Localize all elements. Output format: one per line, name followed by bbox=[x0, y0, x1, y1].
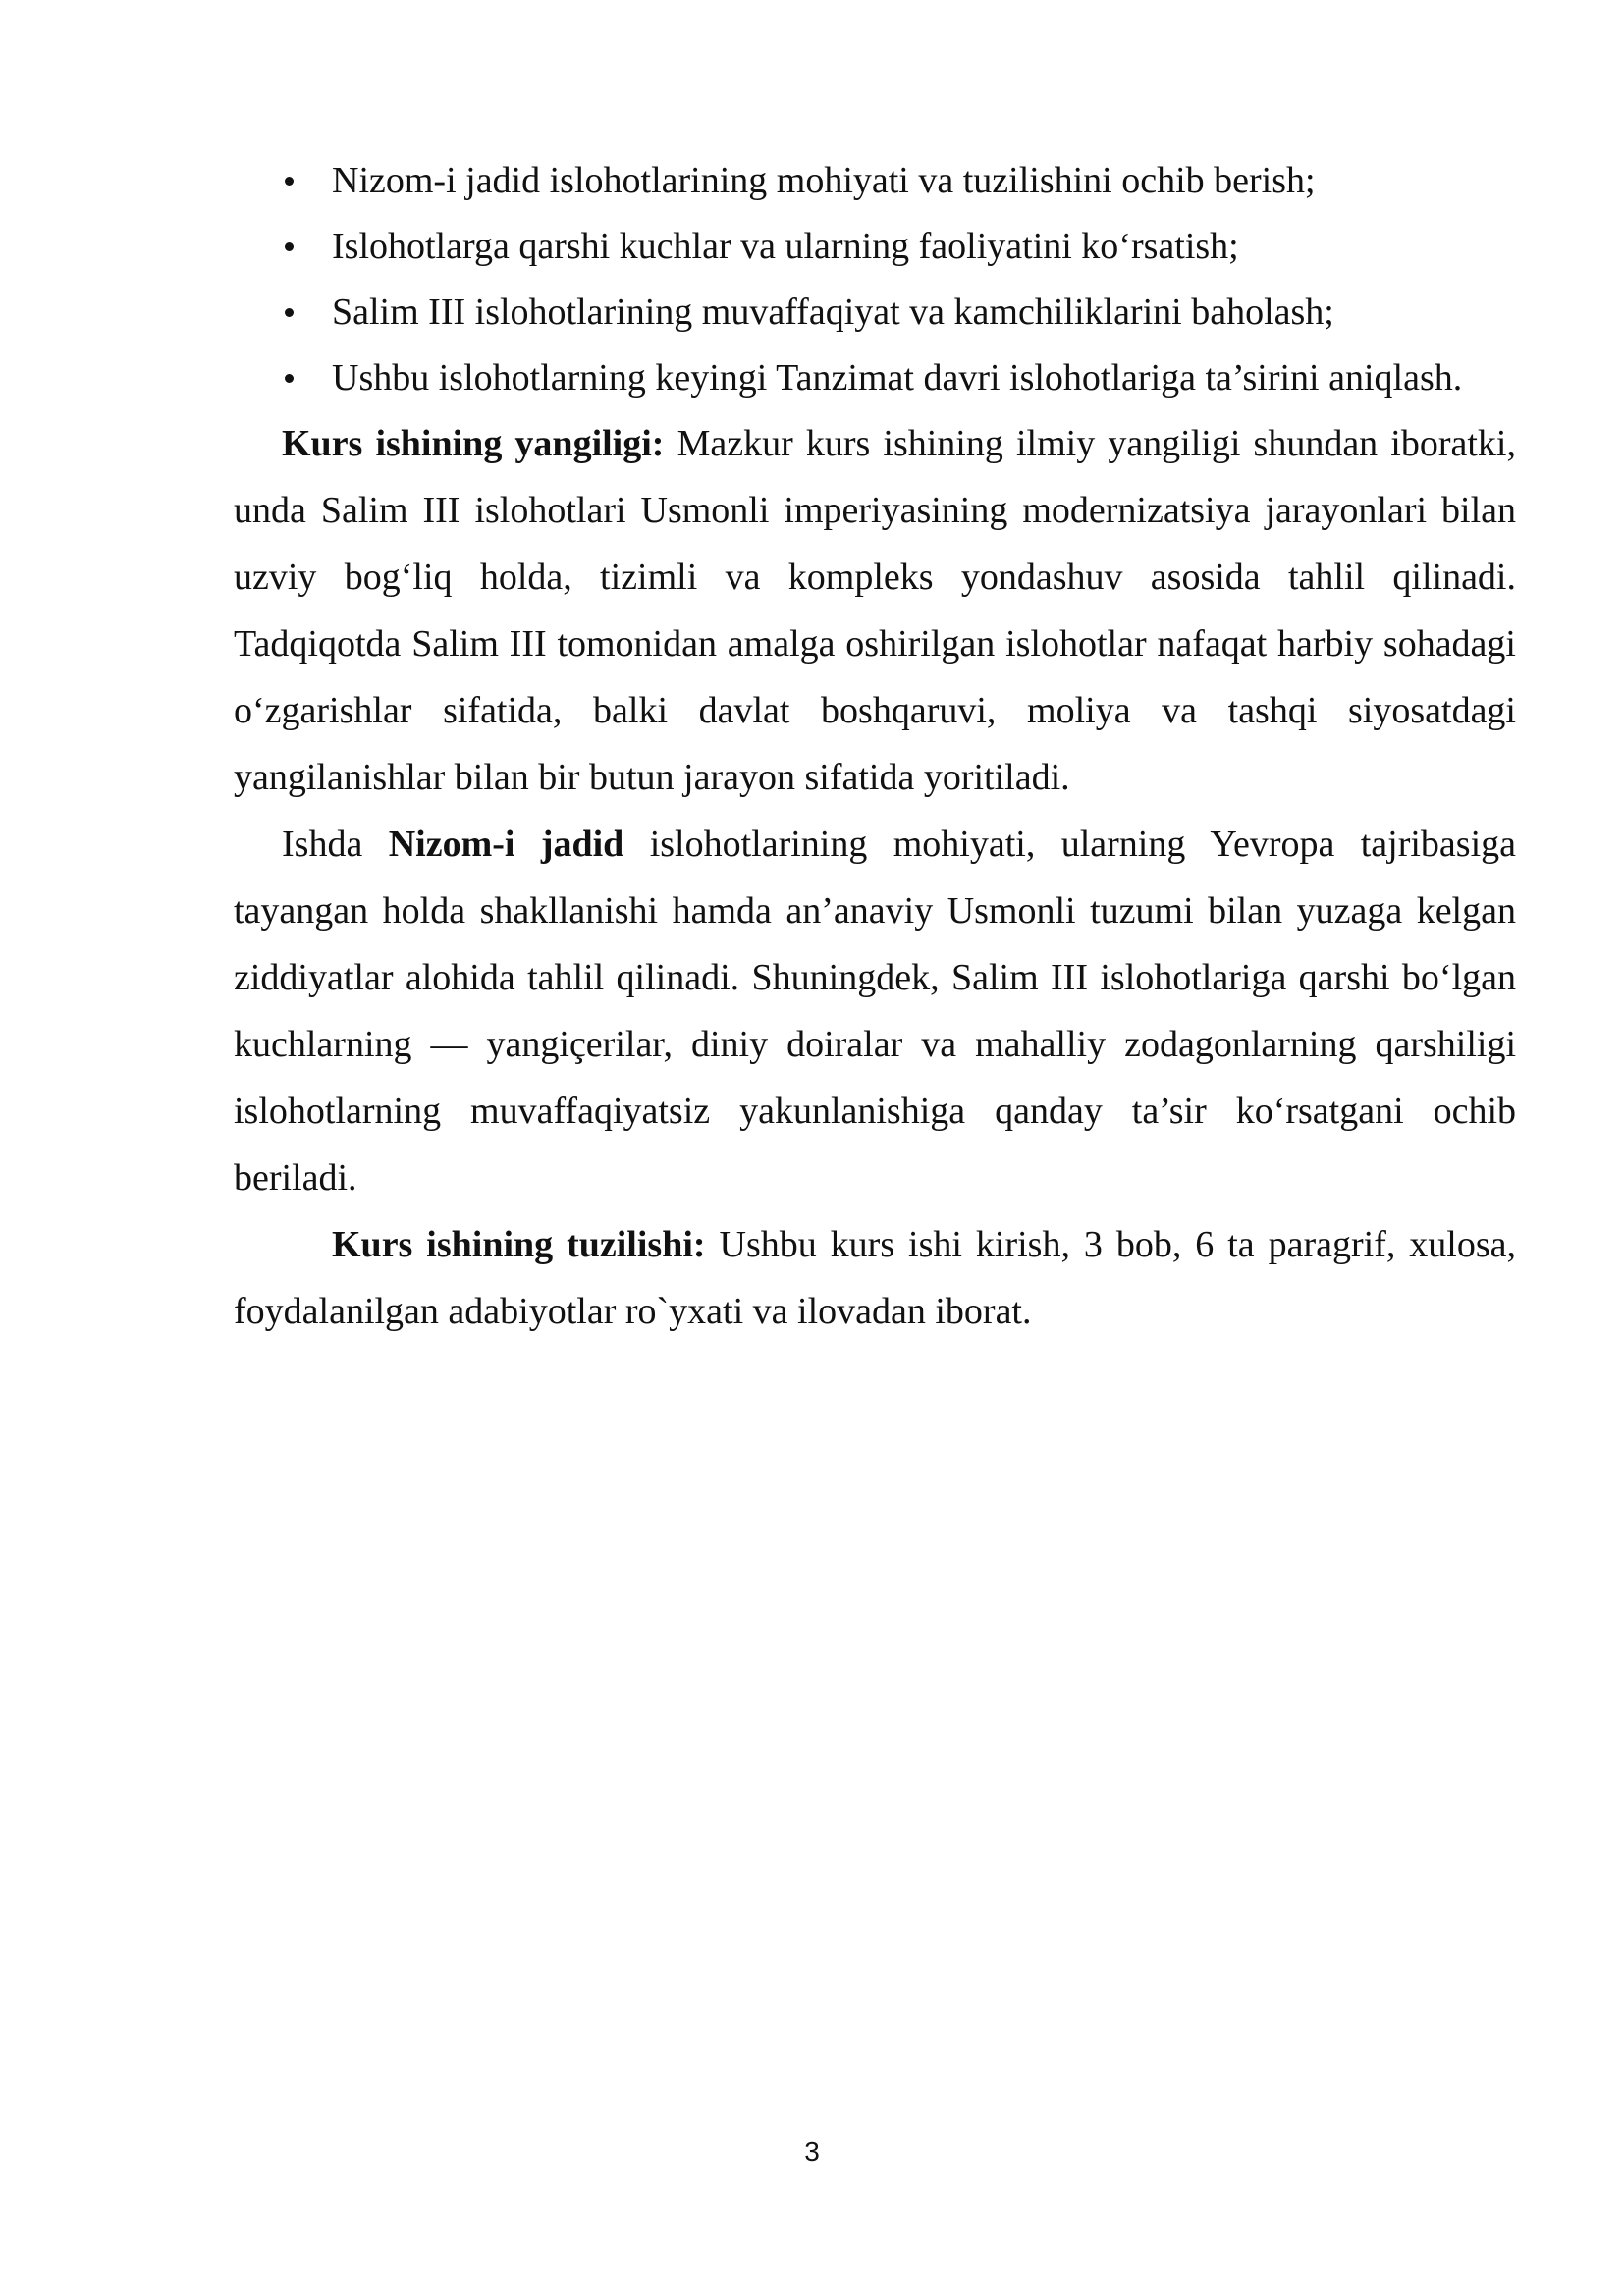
bullet-icon bbox=[285, 308, 294, 317]
nizom-text-before: Ishda bbox=[282, 824, 389, 865]
nizom-paragraph bbox=[234, 811, 1516, 1211]
bullet-icon bbox=[285, 374, 294, 383]
objectives-list bbox=[234, 147, 1516, 410]
novelty-heading: Kurs ishining yangiligi: bbox=[282, 423, 665, 464]
page-number: 3 bbox=[804, 2136, 820, 2166]
list-item-text: Islohotlarga qarshi kuchlar va ularning faoliyatini koʻrsatish; bbox=[332, 226, 1239, 267]
structure-paragraph bbox=[234, 1211, 1516, 1345]
novelty-paragraph bbox=[234, 410, 1516, 811]
list-item-text: Salim III islohotlarining muvaffaqiyat va kamchiliklarini baholash; bbox=[332, 292, 1334, 333]
nizom-bold-term: Nizom-i jadid bbox=[388, 824, 624, 865]
list-item-text: Ushbu islohotlarning keyingi Tanzimat davri islohotlariga ta’sirini aniqlash. bbox=[332, 357, 1463, 399]
list-item bbox=[234, 147, 1516, 213]
structure-heading: Kurs ishining tuzilishi: bbox=[332, 1224, 706, 1265]
structure-text: Ushbu kurs ishi kirish, 3 bob, 6 ta paragrif, xulosa, foydalanilgan adabiyotlar ro`yxati va ilovadan iborat. bbox=[234, 1224, 1516, 1332]
list-item-text: Nizom-i jadid islohotlarining mohiyati va tuzilishini ochib berish; bbox=[332, 160, 1316, 201]
list-item bbox=[234, 213, 1516, 279]
list-item bbox=[234, 279, 1516, 345]
nizom-text-after: islohotlarining mohiyati, ularning Yevropa tajribasiga tayangan holda shakllanishi hamda an’anaviy Usmonli tuzumi bilan yuzaga kelgan ziddiyatlar alohida tahlil qilinadi. Shuningdek, Salim III islohotlariga qarshi boʻlgan kuchlarning — yangiçerilar, diniy doiralar va mahalliy zodagonlarning qarshiligi islohotlarning muvaffaqiyatsiz yakunlanishiga qanday ta’sir koʻrsatgani ochib beriladi. bbox=[234, 824, 1517, 1199]
page-content bbox=[234, 147, 1516, 1345]
bullet-icon bbox=[285, 242, 294, 251]
bullet-icon bbox=[285, 177, 294, 186]
novelty-text: Mazkur kurs ishining ilmiy yangiligi shundan iboratki, unda Salim III islohotlari Usmonli imperiyasining modernizatsiya jarayonlari bilan uzviy bogʻliq holda, tizimli va kompleks yondashuv asosida tahlil qilinadi. Tadqiqotda Salim III tomonidan amalga oshirilgan islohotlar nafaqat harbiy sohadagi oʻzgarishlar sifatida, balki davlat boshqaruvi, moliya va tashqi siyosatdagi yangilanishlar bilan bir butun jarayon sifatida yoritiladi. bbox=[234, 423, 1516, 798]
list-item bbox=[234, 345, 1516, 410]
